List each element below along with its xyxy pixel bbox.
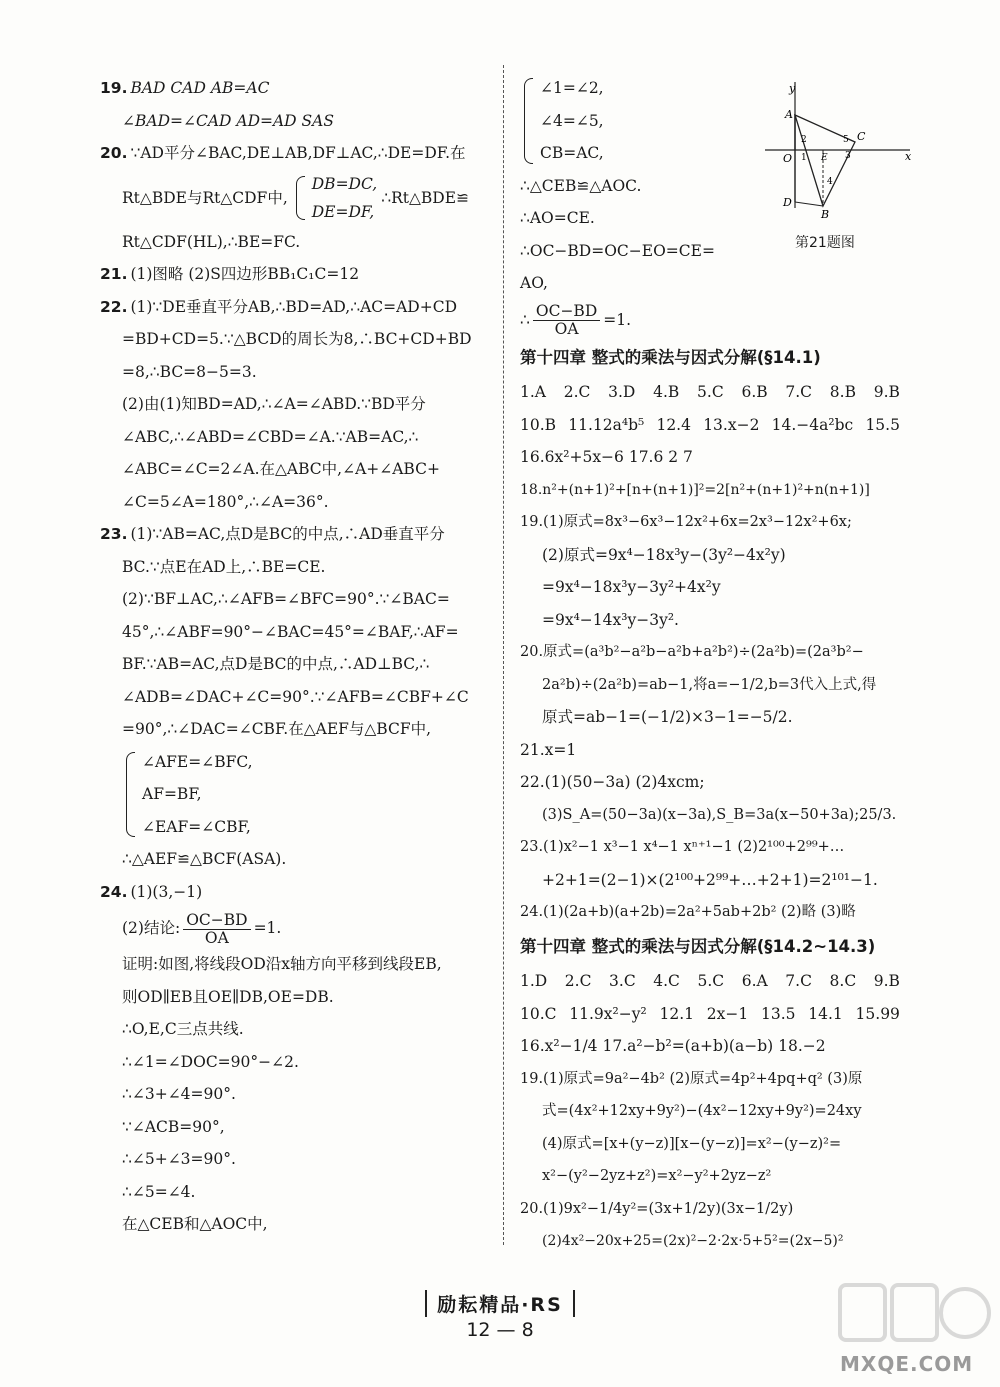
answer-row: 10.B 11.12a⁴b⁵ 12.4 13.x−2 14.−4a²bc 15.5 [520,415,900,434]
q23-brace: ∠AFE=∠BFC, AF=BF, ∠EAF=∠CBF, [122,746,490,844]
figure-caption: 第21题图 [795,235,855,251]
section-heading: 第十四章 整式的乘法与因式分解(§14.2~14.3) [520,936,876,956]
question-22: 22. (1)∵DE垂直平分AB,∴BD=AD,∴AC=AD+CD =BD+CD=5.∵△BCD的周长为8,∴BC+CD+BD =8,∴BC=8−5=3. (2)由(1)知BD=AD,∴∠A=∠ABD.∵BD平分 ∠ABC,∴∠ABD=∠CBD=∠A.∵AB=AC,∴ ∠ABC=∠C=2∠A.在△ABC中,∠A+∠ABC+ ∠C=5∠A=180°,∴∠A=36°. [100,297,472,511]
label-o: O [783,152,793,165]
question-19: 19. BAD CAD AB=AC ∠BAD=∠CAD AD=AD SAS [100,72,490,137]
angle-5: 5 [843,135,849,145]
q24-fraction: $\frac{OC-BD}{OA}$ [183,912,250,947]
q20-line3: Rt△CDF(HL),∴BE=FC. [122,232,301,251]
column-divider [503,65,504,1245]
right-column: ∠1=∠2, ∠4=∠5, CB=AC, ∴△CEB≌△AOC. ∴AO=CE. ∴OC−BD=OC−EO=CE= AO, ∴ $\frac{OC-BD}{OA}$ =1. 第十四章 整式的乘法与因式分解(§14.1) 1.A 2.C 3.D 4.B 5.C 6.B 7.C 8.B 9.B 10.B 11.12a⁴b⁵ 12.4 13.x−2 14.−4a²bc 15.5 16.6x²+5x−6 17.6 2 7 18.n²+(n+1)²+[n+(n+1)]²=2[n²+(n+1)²+n(n+1)] 19.(1)原式=8x³−6x³−12x²+6x=2x³−12x²+6x; (2)原式=9x⁴−18x³y−(3y²−4x²y) =9x⁴−18x³y−3y²+4x²y =9x⁴−14x³y−3y². 20.原式=(a³b²−a²b−a²b+a²b²)÷(2a²b)=(2a³b²− 2a²b)÷(2a²b)=ab−1,将a=−1/2,b=3代入上式,得 原式=ab−1=(−1/2)×3−1=−5/2. 21.x=1 22.(1)(50−3a) (2)4xcm; (3)S_A=(50−3a)(x−3a),S_B=3a(x−50+3a);25/3. 23.(1)x²−1 x³−1 x⁴−1 xⁿ⁺¹−1 (2)2¹⁰⁰+2⁹⁹+… +2+1=(2−1)×(2¹⁰⁰+2⁹⁹+…+2+1)=2¹⁰¹−1. 24.(1)(2a+b)(a+2b)=2a²+5ab+2b² (2)略 (3)略 第十四章 整式的乘法与因式分解(§14.2~14.3) 1.D 2.C 3.C 4.C 5.C 6.A 7.C 8.C 9.B 10.C 11.9x²−y² 12.1 2x−1 13.5 14.1 15.99 16.x²−1/4 17.a²−b²=(a+b)(a−b) 18.−2 19.(1)原式=9a²−4b² (2)原式=4p²+4pq+q² (3)原 式=(4x²+12xy+9y²)−(4x²−12xy+9y²)=24xy (4)原式=[x+(y−z)][x−(y−z)]=x²−(y−z)²= x²−(y²−2yz+z²)=x²−y²+2yz−z² 20.(1)9x²−1/4y²=(3x+1/2y)(3x−1/2y) (2)4x²−20x+25=(2x)²−2·2x·5+5²=(2x−5)² [520,72,915,1258]
question-20: 20. ∵AD平分∠BAC,DE⊥AB,DF⊥AC,∴DE=DF.在 Rt△BDE与Rt△CDF中, DB=DC, DE=DF, ∴Rt△BDE≌ Rt△CDF(HL),∴BE=FC. [100,137,490,258]
label-c: C [857,130,866,143]
brand-logo: 励耘精品·RS [425,1290,575,1317]
angle-1: 1 [801,153,807,163]
angle-2: 2 [801,135,807,145]
answer-row: 1.D 2.C 3.C 4.C 5.C 6.A 7.C 8.C 9.B [520,972,900,990]
section-heading: 第十四章 整式的乘法与因式分解(§14.1) [520,347,821,367]
answer-row: 10.C 11.9x²−y² 12.1 2x−1 13.5 14.1 15.99 [520,1004,900,1023]
angle-4: 4 [827,177,833,187]
question-24: 24. (1)(3,−1) (2)结论: $\frac{OC-BD}{OA}$ =1. 证明:如图,将线段OD沿x轴方向平移到线段EB, 则OD∥EB且OE∥DB,OE=DB. ∴O,E,C三点共线. ∴∠1=∠DOC=90°−∠2. ∴∠3+∠4=90°. ∵∠ACB=90°, ∴∠5+∠3=90°. ∴∠5=∠4. 在△CEB和△AOC中, [100,882,442,1233]
section-14-2-14-3: 第十四章 整式的乘法与因式分解(§14.2~14.3) 1.D 2.C 3.C 4.C 5.C 6.A 7.C 8.C 9.B 10.C 11.9x²−y² 12.1 2x−1 13.5 14.1 15.99 16.x²−1/4 17.a²−b²=(a+b)(a−b) 18.−2 19.(1)原式=9a²−4b² (2)原式=4p²+4pq+q² (3)原 式=(4x²+12xy+9y²)−(4x²−12xy+9y²)=24xy (4)原式=[x+(y−z)][x−(y−z)]=x²−(y−z)²= x²−(y²−2yz+z²)=x²−y²+2yz−z² 20.(1)9x²−1/4y²=(3x+1/2y)(3x−1/2y) (2)4x²−20x+25=(2x)²−2·2x·5+5²=(2x−5)² [520,931,915,1258]
left-column [100,72,490,1241]
label-e: E [821,153,828,163]
q20-line2b: ∴Rt△BDE≌ [381,188,470,207]
segment-db [795,202,823,206]
geometry-figure [765,80,915,221]
label-y: y [789,82,796,95]
section-14-1: 第十四章 整式的乘法与因式分解(§14.1) 1.A 2.C 3.D 4.B 5.C 6.B 7.C 8.B 9.B 10.B 11.12a⁴b⁵ 12.4 13.x−2 14.−4a²bc 15.5 16.6x²+5x−6 17.6 2 7 18.n²+(n+1)²+[n+(n+1)]²=2[n²+(n+1)²+n(n+1)] 19.(1)原式=8x³−6x³−12x²+6x=2x³−12x²+6x; (2)原式=9x⁴−18x³y−(3y²−4x²y) =9x⁴−18x³y−3y²+4x²y =9x⁴−14x³y−3y². 20.原式=(a³b²−a²b−a²b+a²b²)÷(2a²b)=(2a³b²− 2a²b)÷(2a²b)=ab−1,将a=−1/2,b=3代入上式,得 原式=ab−1=(−1/2)×3−1=−5/2. 21.x=1 22.(1)(50−3a) (2)4xcm; (3)S_A=(50−3a)(x−3a),S_B=3a(x−50+3a);25/3. 23.(1)x²−1 x³−1 x⁴−1 xⁿ⁺¹−1 (2)2¹⁰⁰+2⁹⁹+… +2+1=(2−1)×(2¹⁰⁰+2⁹⁹+…+2+1)=2¹⁰¹−1. 24.(1)(2a+b)(a+2b)=2a²+5ab+2b² (2)略 (3)略 [520,342,915,929]
q19-line2: ∠BAD=∠CAD AD=AD SAS [122,111,334,130]
q20-brace: DB=DC, DE=DF, [292,170,377,226]
q21-line1: (1)图略 (2)S四边形BB₁C₁C=12 [130,265,360,283]
label-d: D [783,196,792,209]
watermark-text: MXQE.COM [840,1352,974,1376]
question-21: 21. (1)图略 (2)S四边形BB₁C₁C=12 [100,265,360,283]
question-23: 23. (1)∵AB=AC,点D是BC的中点,∴AD垂直平分 BC.∵点E在AD上,∴BE=CE. (2)∵BF⊥AC,∴∠AFB=∠BFC=90°.∵∠BAC= 45°,∴∠ABF=90°−∠BAC=45°=∠BAF,∴AF= BF.∵AB=AC,点D是BC的中点,∴AD⊥BC,∴ ∠ADB=∠DAC+∠C=90°.∵∠AFB=∠CBF+∠C =90°,∴∠DAC=∠CBF.在△AEF与△BCF中, ∠AFE=∠BFC, AF=BF, ∠EAF=∠CBF, ∴△AEF≌△BCF(ASA). [100,518,490,876]
label-a: A [785,108,793,121]
label-x: x [905,150,912,163]
angle-3: 3 [845,151,851,161]
q19-line1: BAD CAD AB=AC [130,79,270,97]
label-b: B [821,208,830,221]
q20-line2a: Rt△BDE与Rt△CDF中, [122,188,288,207]
page-number: 12 — 8 [466,1319,534,1341]
answer-row: 1.A 2.C 3.D 4.B 5.C 6.B 7.C 8.B 9.B [520,383,900,401]
q24-continued-brace: ∠1=∠2, ∠4=∠5, CB=AC, [520,72,760,170]
conclusion-fraction: $\frac{OC-BD}{OA}$ [533,303,600,338]
q20-line1: ∵AD平分∠BAC,DE⊥AB,DF⊥AC,∴DE=DF.在 [130,144,466,162]
